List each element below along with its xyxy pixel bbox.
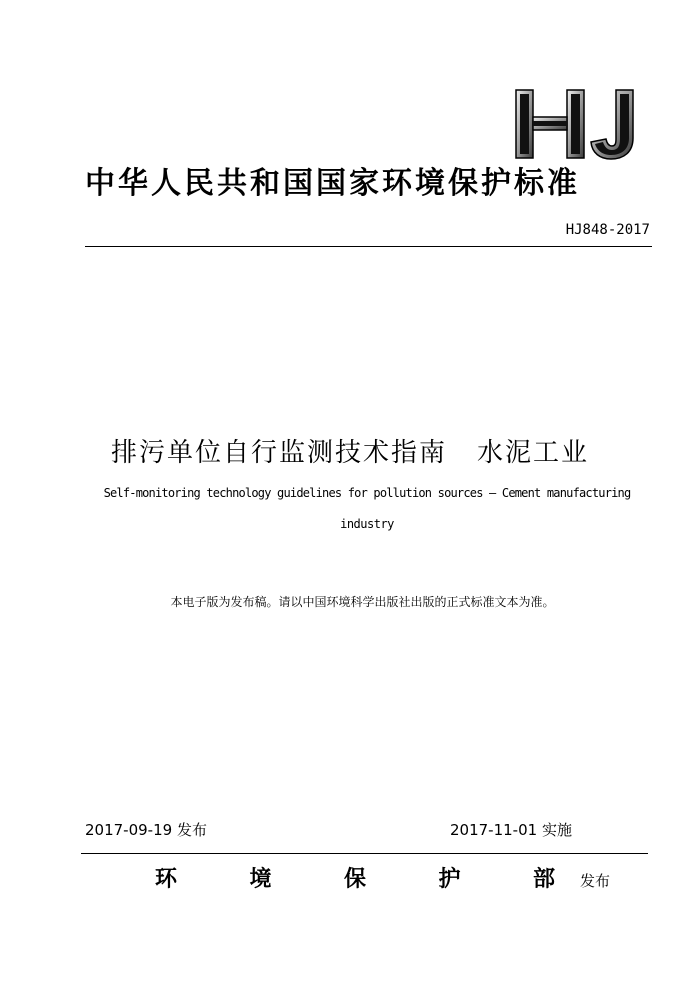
standard-number: HJ848-2017 — [565, 222, 650, 238]
publisher-char: 护 — [438, 866, 461, 892]
document-title-zh — [0, 432, 700, 469]
issue-date: 2017-09-19 发布 — [85, 821, 207, 839]
electronic-version-notice: 本电子版为发布稿。请以中国环境科学出版社出版的正式标准文本为准。 — [170, 595, 555, 609]
publisher-char: 环 — [155, 866, 178, 892]
document-title-sub: 水泥工业 — [477, 438, 590, 468]
national-standard-title: 中华人民共和国国家环境保护标准 — [85, 166, 580, 201]
publisher-char: 保 — [343, 866, 366, 892]
publisher-suffix: 发布 — [580, 872, 611, 890]
publisher-char: 境 — [249, 866, 272, 892]
hj-standard-logo-icon — [512, 86, 638, 162]
footer-divider — [81, 853, 648, 854]
publisher-char: 部 — [532, 866, 555, 892]
header-divider — [85, 246, 652, 247]
document-title-en-line1: Self-monitoring technology guidelines for pollution sources — Cement manufacturing — [103, 486, 631, 500]
implementation-date: 2017-11-01 实施 — [450, 821, 572, 839]
document-title-main: 排污单位自行监测技术指南 — [110, 438, 447, 468]
document-title-en-line2: industry — [340, 517, 394, 531]
publisher-name — [155, 862, 555, 892]
